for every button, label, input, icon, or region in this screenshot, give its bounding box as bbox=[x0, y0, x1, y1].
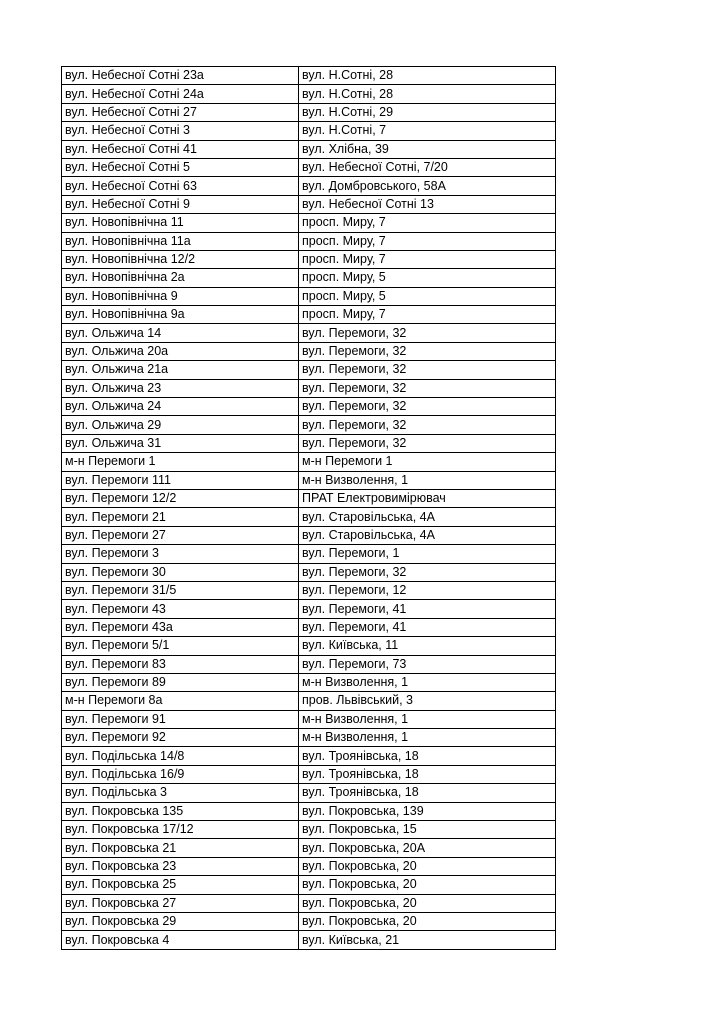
linked-address-cell: вул. Перемоги, 32 bbox=[299, 434, 556, 452]
linked-address-cell: вул. Перемоги, 1 bbox=[299, 545, 556, 563]
address-cell: вул. Покровська 27 bbox=[62, 894, 299, 912]
table-row bbox=[62, 710, 556, 728]
linked-address-cell: просп. Миру, 5 bbox=[299, 269, 556, 287]
linked-address-cell: вул. Покровська, 20 bbox=[299, 857, 556, 875]
linked-address-cell: вул. Троянівська, 18 bbox=[299, 747, 556, 765]
address-cell: вул. Перемоги 91 bbox=[62, 710, 299, 728]
address-cell: вул. Перемоги 21 bbox=[62, 508, 299, 526]
table-row bbox=[62, 324, 556, 342]
address-cell: вул. Подільська 3 bbox=[62, 784, 299, 802]
linked-address-cell: вул. Перемоги, 73 bbox=[299, 655, 556, 673]
linked-address-cell: вул. Перемоги, 32 bbox=[299, 324, 556, 342]
table-row bbox=[62, 545, 556, 563]
linked-address-cell: вул. Небесної Сотні 13 bbox=[299, 195, 556, 213]
address-cell: вул. Небесної Сотні 41 bbox=[62, 140, 299, 158]
linked-address-cell: ПРАТ Електровимірювач bbox=[299, 489, 556, 507]
address-cell: вул. Новопівнічна 12/2 bbox=[62, 250, 299, 268]
table-row bbox=[62, 140, 556, 158]
table-row bbox=[62, 747, 556, 765]
table-row bbox=[62, 655, 556, 673]
table-row bbox=[62, 508, 556, 526]
table-row bbox=[62, 692, 556, 710]
address-cell: вул. Ольжича 20а bbox=[62, 342, 299, 360]
linked-address-cell: вул. Перемоги, 32 bbox=[299, 398, 556, 416]
linked-address-cell: м-н Перемоги 1 bbox=[299, 453, 556, 471]
address-cell: вул. Перемоги 27 bbox=[62, 526, 299, 544]
linked-address-cell: вул. Перемоги, 32 bbox=[299, 342, 556, 360]
address-cell: вул. Небесної Сотні 24а bbox=[62, 85, 299, 103]
table-row bbox=[62, 250, 556, 268]
linked-address-cell: вул. Перемоги, 32 bbox=[299, 379, 556, 397]
linked-address-cell: вул. Покровська, 20А bbox=[299, 839, 556, 857]
address-cell: вул. Перемоги 3 bbox=[62, 545, 299, 563]
table-row bbox=[62, 526, 556, 544]
address-cell: вул. Новопівнічна 9а bbox=[62, 306, 299, 324]
address-cell: вул. Небесної Сотні 9 bbox=[62, 195, 299, 213]
address-cell: вул. Подільська 16/9 bbox=[62, 765, 299, 783]
table-row bbox=[62, 232, 556, 250]
table-row bbox=[62, 453, 556, 471]
linked-address-cell: вул. Н.Сотні, 7 bbox=[299, 122, 556, 140]
address-table bbox=[61, 66, 556, 950]
table-row bbox=[62, 600, 556, 618]
table-row bbox=[62, 214, 556, 232]
address-cell: вул. Небесної Сотні 63 bbox=[62, 177, 299, 195]
table-row bbox=[62, 195, 556, 213]
address-cell: вул. Небесної Сотні 23а bbox=[62, 67, 299, 85]
table-row bbox=[62, 765, 556, 783]
address-cell: вул. Перемоги 111 bbox=[62, 471, 299, 489]
table-row bbox=[62, 729, 556, 747]
table-row bbox=[62, 931, 556, 949]
linked-address-cell: пров. Львівський, 3 bbox=[299, 692, 556, 710]
linked-address-cell: м-н Визволення, 1 bbox=[299, 729, 556, 747]
linked-address-cell: вул. Домбровського, 58А bbox=[299, 177, 556, 195]
linked-address-cell: просп. Миру, 5 bbox=[299, 287, 556, 305]
address-cell: вул. Покровська 25 bbox=[62, 876, 299, 894]
linked-address-cell: вул. Перемоги, 41 bbox=[299, 600, 556, 618]
table-row bbox=[62, 618, 556, 636]
address-cell: вул. Ольжича 14 bbox=[62, 324, 299, 342]
linked-address-cell: вул. Перемоги, 41 bbox=[299, 618, 556, 636]
linked-address-cell: м-н Визволення, 1 bbox=[299, 471, 556, 489]
linked-address-cell: просп. Миру, 7 bbox=[299, 214, 556, 232]
linked-address-cell: вул. Київська, 21 bbox=[299, 931, 556, 949]
linked-address-cell: вул. Покровська, 15 bbox=[299, 821, 556, 839]
table-row bbox=[62, 839, 556, 857]
table-row bbox=[62, 821, 556, 839]
table-row bbox=[62, 103, 556, 121]
address-cell: вул. Ольжича 31 bbox=[62, 434, 299, 452]
linked-address-cell: вул. Старовільська, 4А bbox=[299, 526, 556, 544]
address-cell: вул. Покровська 23 bbox=[62, 857, 299, 875]
linked-address-cell: просп. Миру, 7 bbox=[299, 306, 556, 324]
address-cell: вул. Небесної Сотні 27 bbox=[62, 103, 299, 121]
linked-address-cell: вул. Н.Сотні, 28 bbox=[299, 85, 556, 103]
linked-address-cell: м-н Визволення, 1 bbox=[299, 673, 556, 691]
table-row bbox=[62, 563, 556, 581]
linked-address-cell: вул. Перемоги, 12 bbox=[299, 581, 556, 599]
linked-address-cell: вул. Покровська, 20 bbox=[299, 894, 556, 912]
table-row bbox=[62, 434, 556, 452]
linked-address-cell: вул. Перемоги, 32 bbox=[299, 361, 556, 379]
linked-address-cell: вул. Покровська, 20 bbox=[299, 876, 556, 894]
linked-address-cell: вул. Київська, 11 bbox=[299, 637, 556, 655]
table-row bbox=[62, 379, 556, 397]
table-row bbox=[62, 342, 556, 360]
linked-address-cell: вул. Старовільська, 4А bbox=[299, 508, 556, 526]
address-cell: вул. Перемоги 89 bbox=[62, 673, 299, 691]
table-row bbox=[62, 416, 556, 434]
table-row bbox=[62, 67, 556, 85]
address-cell: вул. Покровська 135 bbox=[62, 802, 299, 820]
address-cell: вул. Перемоги 43 bbox=[62, 600, 299, 618]
address-cell: вул. Ольжича 23 bbox=[62, 379, 299, 397]
address-cell: вул. Перемоги 83 bbox=[62, 655, 299, 673]
linked-address-cell: вул. Перемоги, 32 bbox=[299, 563, 556, 581]
address-table-body bbox=[62, 67, 556, 950]
table-row bbox=[62, 287, 556, 305]
linked-address-cell: вул. Троянівська, 18 bbox=[299, 784, 556, 802]
address-cell: вул. Новопівнічна 11а bbox=[62, 232, 299, 250]
address-cell: вул. Подільська 14/8 bbox=[62, 747, 299, 765]
table-row bbox=[62, 912, 556, 930]
address-cell: вул. Ольжича 24 bbox=[62, 398, 299, 416]
linked-address-cell: вул. Небесної Сотні, 7/20 bbox=[299, 158, 556, 176]
linked-address-cell: вул. Перемоги, 32 bbox=[299, 416, 556, 434]
address-cell: вул. Небесної Сотні 5 bbox=[62, 158, 299, 176]
linked-address-cell: м-н Визволення, 1 bbox=[299, 710, 556, 728]
address-cell: м-н Перемоги 1 bbox=[62, 453, 299, 471]
address-cell: вул. Небесної Сотні 3 bbox=[62, 122, 299, 140]
linked-address-cell: вул. Хлібна, 39 bbox=[299, 140, 556, 158]
address-cell: вул. Новопівнічна 9 bbox=[62, 287, 299, 305]
linked-address-cell: просп. Миру, 7 bbox=[299, 250, 556, 268]
table-row bbox=[62, 637, 556, 655]
table-row bbox=[62, 398, 556, 416]
table-row bbox=[62, 158, 556, 176]
table-row bbox=[62, 784, 556, 802]
document-page bbox=[61, 66, 555, 950]
table-row bbox=[62, 857, 556, 875]
table-row bbox=[62, 489, 556, 507]
table-row bbox=[62, 673, 556, 691]
address-cell: вул. Перемоги 5/1 bbox=[62, 637, 299, 655]
table-row bbox=[62, 85, 556, 103]
address-cell: м-н Перемоги 8а bbox=[62, 692, 299, 710]
address-cell: вул. Покровська 21 bbox=[62, 839, 299, 857]
address-cell: вул. Перемоги 31/5 bbox=[62, 581, 299, 599]
linked-address-cell: просп. Миру, 7 bbox=[299, 232, 556, 250]
address-cell: вул. Перемоги 43а bbox=[62, 618, 299, 636]
linked-address-cell: вул. Покровська, 139 bbox=[299, 802, 556, 820]
address-cell: вул. Покровська 17/12 bbox=[62, 821, 299, 839]
table-row bbox=[62, 894, 556, 912]
address-cell: вул. Перемоги 92 bbox=[62, 729, 299, 747]
table-row bbox=[62, 471, 556, 489]
table-row bbox=[62, 122, 556, 140]
address-cell: вул. Новопівнічна 2а bbox=[62, 269, 299, 287]
table-row bbox=[62, 581, 556, 599]
table-row bbox=[62, 802, 556, 820]
linked-address-cell: вул. Н.Сотні, 28 bbox=[299, 67, 556, 85]
address-cell: вул. Покровська 4 bbox=[62, 931, 299, 949]
address-cell: вул. Перемоги 12/2 bbox=[62, 489, 299, 507]
address-cell: вул. Покровська 29 bbox=[62, 912, 299, 930]
linked-address-cell: вул. Н.Сотні, 29 bbox=[299, 103, 556, 121]
address-cell: вул. Новопівнічна 11 bbox=[62, 214, 299, 232]
linked-address-cell: вул. Троянівська, 18 bbox=[299, 765, 556, 783]
address-cell: вул. Ольжича 29 bbox=[62, 416, 299, 434]
table-row bbox=[62, 876, 556, 894]
table-row bbox=[62, 269, 556, 287]
address-cell: вул. Перемоги 30 bbox=[62, 563, 299, 581]
table-row bbox=[62, 306, 556, 324]
address-cell: вул. Ольжича 21а bbox=[62, 361, 299, 379]
linked-address-cell: вул. Покровська, 20 bbox=[299, 912, 556, 930]
table-row bbox=[62, 177, 556, 195]
table-row bbox=[62, 361, 556, 379]
